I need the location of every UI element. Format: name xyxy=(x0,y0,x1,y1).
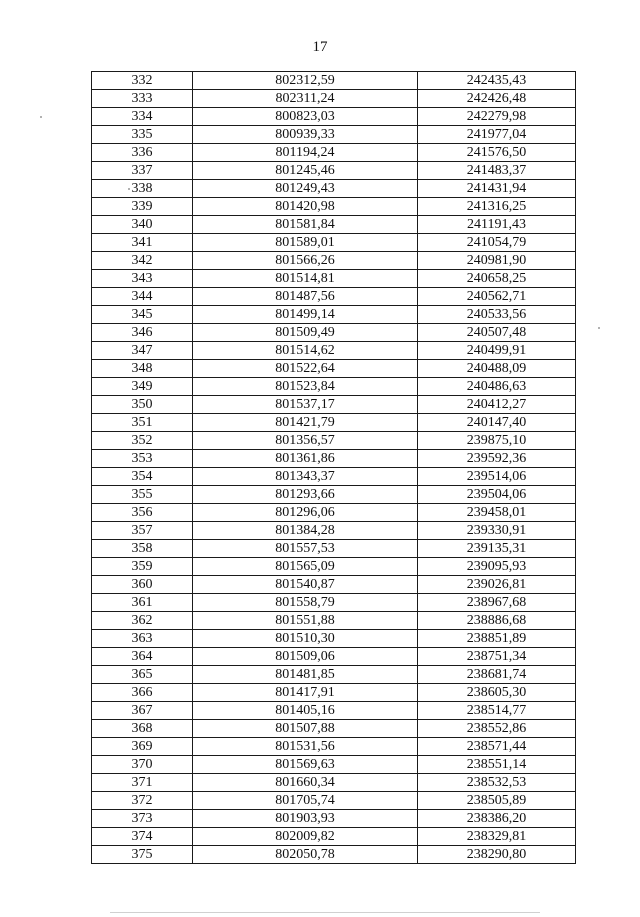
point-number-cell: 355 xyxy=(92,486,193,504)
x-coordinate-cell: 801405,16 xyxy=(193,702,418,720)
table-row xyxy=(92,414,576,432)
y-coordinate-cell: 240533,56 xyxy=(418,306,576,324)
table-row xyxy=(92,234,576,252)
scan-edge-line xyxy=(110,912,540,913)
y-coordinate-cell: 240499,91 xyxy=(418,342,576,360)
table-row xyxy=(92,360,576,378)
point-number-cell: 346 xyxy=(92,324,193,342)
y-coordinate-cell: 240147,40 xyxy=(418,414,576,432)
point-number-cell: 339 xyxy=(92,198,193,216)
x-coordinate-cell: 801523,84 xyxy=(193,378,418,396)
y-coordinate-cell: 240562,71 xyxy=(418,288,576,306)
x-coordinate-cell: 801507,88 xyxy=(193,720,418,738)
point-number-cell: 333 xyxy=(92,90,193,108)
y-coordinate-cell: 238514,77 xyxy=(418,702,576,720)
point-number-cell: 337 xyxy=(92,162,193,180)
table-row xyxy=(92,540,576,558)
x-coordinate-cell: 802050,78 xyxy=(193,846,418,864)
y-coordinate-cell: 242435,43 xyxy=(418,72,576,90)
table-row xyxy=(92,270,576,288)
page-number: 17 xyxy=(312,39,328,55)
y-coordinate-cell: 242279,98 xyxy=(418,108,576,126)
x-coordinate-cell: 800823,03 xyxy=(193,108,418,126)
table-row xyxy=(92,396,576,414)
point-number-cell: 347 xyxy=(92,342,193,360)
x-coordinate-cell: 801660,34 xyxy=(193,774,418,792)
x-coordinate-cell: 802311,24 xyxy=(193,90,418,108)
table-row xyxy=(92,792,576,810)
y-coordinate-cell: 241316,25 xyxy=(418,198,576,216)
y-coordinate-cell: 242426,48 xyxy=(418,90,576,108)
point-number-cell: 364 xyxy=(92,648,193,666)
y-coordinate-cell: 241191,43 xyxy=(418,216,576,234)
point-number-cell: 369 xyxy=(92,738,193,756)
table-row xyxy=(92,162,576,180)
table-row xyxy=(92,126,576,144)
x-coordinate-cell: 801421,79 xyxy=(193,414,418,432)
x-coordinate-cell: 801487,56 xyxy=(193,288,418,306)
table-row xyxy=(92,738,576,756)
x-coordinate-cell: 801343,37 xyxy=(193,468,418,486)
coordinates-table-body xyxy=(92,72,576,864)
table-row xyxy=(92,846,576,864)
point-number-cell: 370 xyxy=(92,756,193,774)
point-number-cell: 356 xyxy=(92,504,193,522)
table-row xyxy=(92,486,576,504)
x-coordinate-cell: 801417,91 xyxy=(193,684,418,702)
table-row xyxy=(92,378,576,396)
y-coordinate-cell: 238605,30 xyxy=(418,684,576,702)
x-coordinate-cell: 801514,81 xyxy=(193,270,418,288)
point-number-cell: 373 xyxy=(92,810,193,828)
scan-speck xyxy=(40,116,42,118)
table-row xyxy=(92,450,576,468)
point-number-cell: 354 xyxy=(92,468,193,486)
y-coordinate-cell: 241054,79 xyxy=(418,234,576,252)
point-number-cell: 341 xyxy=(92,234,193,252)
point-number-cell: 360 xyxy=(92,576,193,594)
y-coordinate-cell: 238886,68 xyxy=(418,612,576,630)
point-number-cell: 362 xyxy=(92,612,193,630)
point-number-cell: 363 xyxy=(92,630,193,648)
point-number-cell: 367 xyxy=(92,702,193,720)
table-row xyxy=(92,810,576,828)
x-coordinate-cell: 801903,93 xyxy=(193,810,418,828)
x-coordinate-cell: 802312,59 xyxy=(193,72,418,90)
point-number-cell: 368 xyxy=(92,720,193,738)
y-coordinate-cell: 239095,93 xyxy=(418,558,576,576)
table-row xyxy=(92,288,576,306)
x-coordinate-cell: 801565,09 xyxy=(193,558,418,576)
table-row xyxy=(92,72,576,90)
y-coordinate-cell: 239514,06 xyxy=(418,468,576,486)
x-coordinate-cell: 801361,86 xyxy=(193,450,418,468)
y-coordinate-cell: 240507,48 xyxy=(418,324,576,342)
table-row xyxy=(92,468,576,486)
y-coordinate-cell: 241576,50 xyxy=(418,144,576,162)
x-coordinate-cell: 801514,62 xyxy=(193,342,418,360)
x-coordinate-cell: 801522,64 xyxy=(193,360,418,378)
point-number-cell: 374 xyxy=(92,828,193,846)
x-coordinate-cell: 801581,84 xyxy=(193,216,418,234)
point-number-cell: 332 xyxy=(92,72,193,90)
table-row xyxy=(92,558,576,576)
y-coordinate-cell: 238751,34 xyxy=(418,648,576,666)
x-coordinate-cell: 801293,66 xyxy=(193,486,418,504)
table-row xyxy=(92,666,576,684)
table-row xyxy=(92,828,576,846)
table-row xyxy=(92,108,576,126)
point-number-cell: 343 xyxy=(92,270,193,288)
x-coordinate-cell: 801510,30 xyxy=(193,630,418,648)
table-row xyxy=(92,594,576,612)
y-coordinate-cell: 240658,25 xyxy=(418,270,576,288)
x-coordinate-cell: 801194,24 xyxy=(193,144,418,162)
y-coordinate-cell: 240488,09 xyxy=(418,360,576,378)
x-coordinate-cell: 801509,06 xyxy=(193,648,418,666)
point-number-cell: 340 xyxy=(92,216,193,234)
y-coordinate-cell: 239330,91 xyxy=(418,522,576,540)
scan-speck xyxy=(128,188,130,190)
point-number-cell: 348 xyxy=(92,360,193,378)
y-coordinate-cell: 239875,10 xyxy=(418,432,576,450)
x-coordinate-cell: 801589,01 xyxy=(193,234,418,252)
y-coordinate-cell: 239135,31 xyxy=(418,540,576,558)
point-number-cell: 365 xyxy=(92,666,193,684)
y-coordinate-cell: 238290,80 xyxy=(418,846,576,864)
y-coordinate-cell: 239504,06 xyxy=(418,486,576,504)
x-coordinate-cell: 801384,28 xyxy=(193,522,418,540)
table-row xyxy=(92,306,576,324)
y-coordinate-cell: 238552,86 xyxy=(418,720,576,738)
y-coordinate-cell: 240412,27 xyxy=(418,396,576,414)
table-row xyxy=(92,684,576,702)
table-row xyxy=(92,576,576,594)
point-number-cell: 335 xyxy=(92,126,193,144)
x-coordinate-cell: 801557,53 xyxy=(193,540,418,558)
point-number-cell: 358 xyxy=(92,540,193,558)
table-row xyxy=(92,630,576,648)
y-coordinate-cell: 241977,04 xyxy=(418,126,576,144)
point-number-cell: 351 xyxy=(92,414,193,432)
x-coordinate-cell: 801420,98 xyxy=(193,198,418,216)
table-row xyxy=(92,756,576,774)
x-coordinate-cell: 801499,14 xyxy=(193,306,418,324)
table-row xyxy=(92,720,576,738)
y-coordinate-cell: 239026,81 xyxy=(418,576,576,594)
point-number-cell: 357 xyxy=(92,522,193,540)
y-coordinate-cell: 238329,81 xyxy=(418,828,576,846)
table-row xyxy=(92,342,576,360)
table-row xyxy=(92,252,576,270)
coordinates-table xyxy=(91,71,576,864)
y-coordinate-cell: 238681,74 xyxy=(418,666,576,684)
x-coordinate-cell: 801509,49 xyxy=(193,324,418,342)
y-coordinate-cell: 240486,63 xyxy=(418,378,576,396)
table-row xyxy=(92,180,576,198)
y-coordinate-cell: 239458,01 xyxy=(418,504,576,522)
table-row xyxy=(92,216,576,234)
x-coordinate-cell: 801531,56 xyxy=(193,738,418,756)
point-number-cell: 336 xyxy=(92,144,193,162)
y-coordinate-cell: 240981,90 xyxy=(418,252,576,270)
x-coordinate-cell: 801569,63 xyxy=(193,756,418,774)
table-row xyxy=(92,504,576,522)
point-number-cell: 342 xyxy=(92,252,193,270)
point-number-cell: 350 xyxy=(92,396,193,414)
point-number-cell: 375 xyxy=(92,846,193,864)
x-coordinate-cell: 801705,74 xyxy=(193,792,418,810)
y-coordinate-cell: 241483,37 xyxy=(418,162,576,180)
y-coordinate-cell: 238551,14 xyxy=(418,756,576,774)
table-row xyxy=(92,144,576,162)
table-row xyxy=(92,648,576,666)
table-row xyxy=(92,324,576,342)
x-coordinate-cell: 801249,43 xyxy=(193,180,418,198)
y-coordinate-cell: 238386,20 xyxy=(418,810,576,828)
point-number-cell: 338 xyxy=(92,180,193,198)
table-row xyxy=(92,432,576,450)
x-coordinate-cell: 801566,26 xyxy=(193,252,418,270)
point-number-cell: 334 xyxy=(92,108,193,126)
table-row xyxy=(92,90,576,108)
scan-speck xyxy=(598,327,600,329)
x-coordinate-cell: 801356,57 xyxy=(193,432,418,450)
point-number-cell: 349 xyxy=(92,378,193,396)
point-number-cell: 366 xyxy=(92,684,193,702)
point-number-cell: 353 xyxy=(92,450,193,468)
table-row xyxy=(92,198,576,216)
x-coordinate-cell: 801558,79 xyxy=(193,594,418,612)
point-number-cell: 345 xyxy=(92,306,193,324)
y-coordinate-cell: 239592,36 xyxy=(418,450,576,468)
table-row xyxy=(92,774,576,792)
x-coordinate-cell: 801296,06 xyxy=(193,504,418,522)
table-row xyxy=(92,702,576,720)
x-coordinate-cell: 801551,88 xyxy=(193,612,418,630)
x-coordinate-cell: 801537,17 xyxy=(193,396,418,414)
point-number-cell: 352 xyxy=(92,432,193,450)
y-coordinate-cell: 238851,89 xyxy=(418,630,576,648)
table-row xyxy=(92,522,576,540)
point-number-cell: 361 xyxy=(92,594,193,612)
y-coordinate-cell: 238571,44 xyxy=(418,738,576,756)
x-coordinate-cell: 800939,33 xyxy=(193,126,418,144)
y-coordinate-cell: 238532,53 xyxy=(418,774,576,792)
x-coordinate-cell: 802009,82 xyxy=(193,828,418,846)
x-coordinate-cell: 801245,46 xyxy=(193,162,418,180)
x-coordinate-cell: 801481,85 xyxy=(193,666,418,684)
y-coordinate-cell: 241431,94 xyxy=(418,180,576,198)
y-coordinate-cell: 238505,89 xyxy=(418,792,576,810)
point-number-cell: 372 xyxy=(92,792,193,810)
y-coordinate-cell: 238967,68 xyxy=(418,594,576,612)
table-row xyxy=(92,612,576,630)
point-number-cell: 371 xyxy=(92,774,193,792)
point-number-cell: 359 xyxy=(92,558,193,576)
point-number-cell: 344 xyxy=(92,288,193,306)
x-coordinate-cell: 801540,87 xyxy=(193,576,418,594)
